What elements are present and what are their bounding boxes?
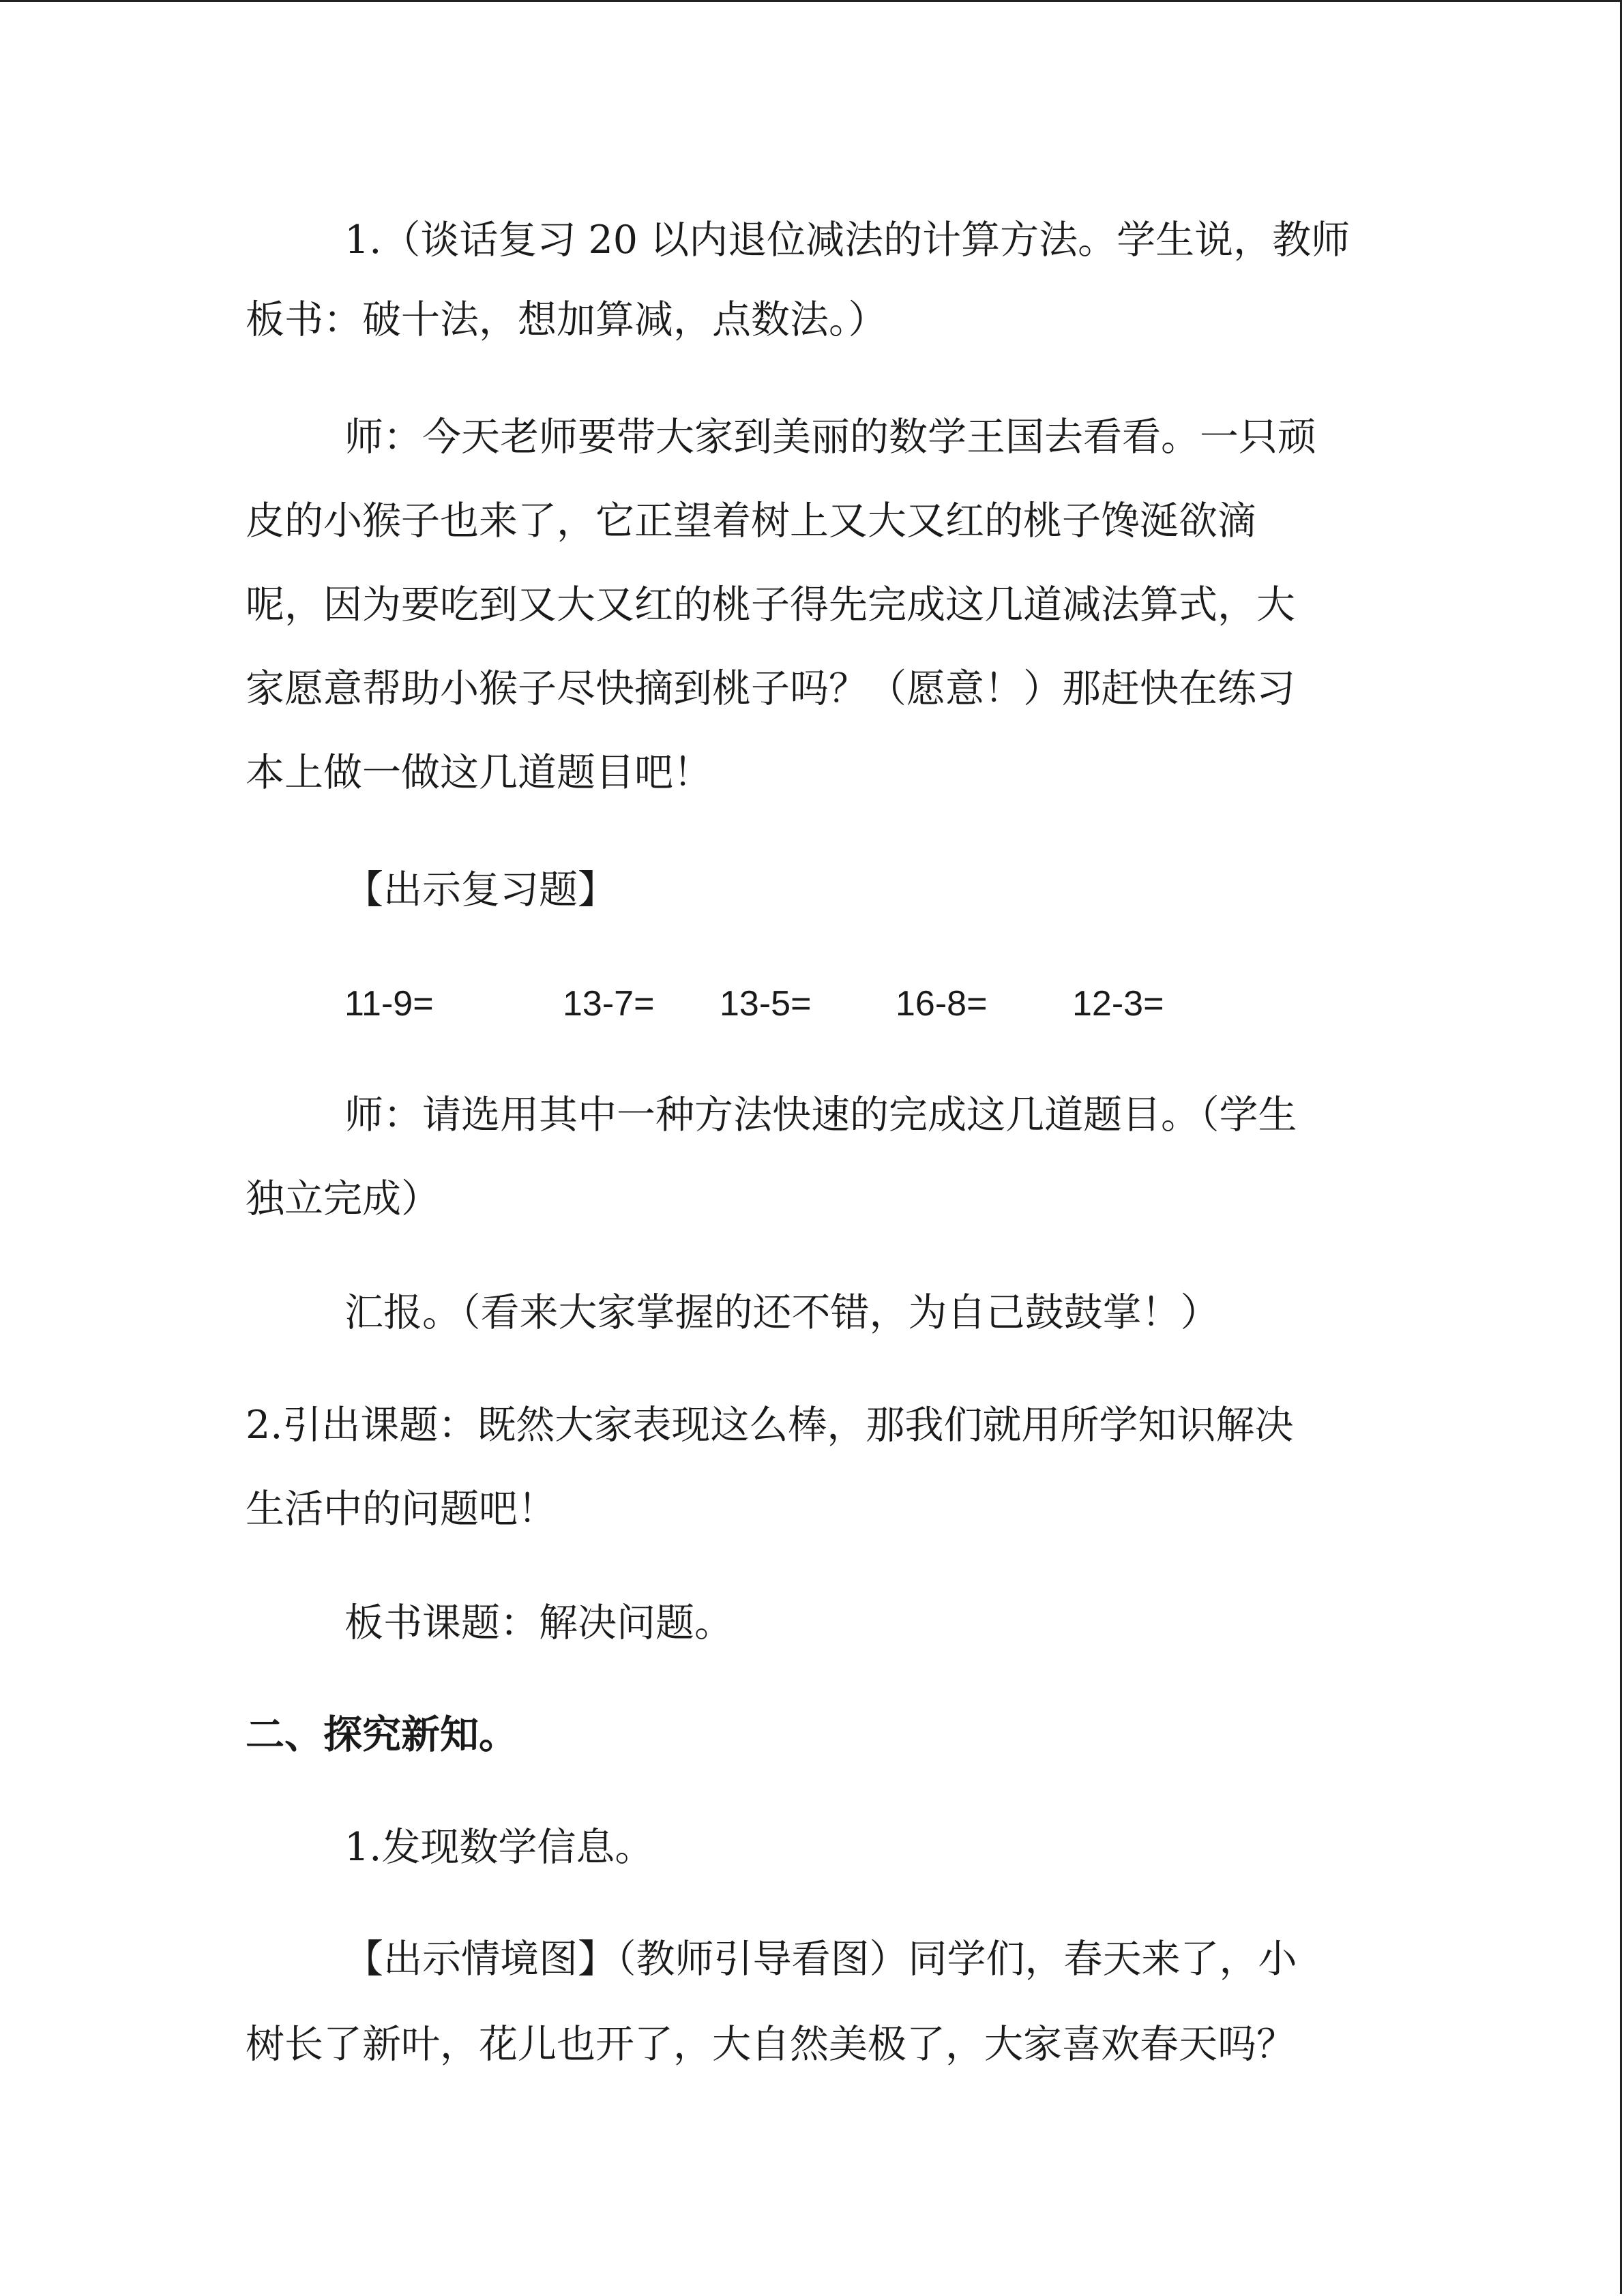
paragraph-line: 本上做一做这几道题目吧！	[246, 750, 712, 795]
exercise-expression: 12-3=	[1072, 984, 1164, 1024]
paragraph-line: 皮的小猴子也来了，它正望着树上又大又红的桃子馋涎欲滴	[246, 498, 1256, 543]
paragraph-line: 师：请选用其中一种方法快速的完成这几道题目。（学生	[344, 1092, 1297, 1137]
exercise-expression: 11-9=	[344, 984, 434, 1024]
subsection-heading: 1.发现数学信息。	[344, 1825, 654, 1870]
section-label: 【出示复习题】	[344, 867, 617, 912]
paragraph-line: 呢，因为要吃到又大又红的桃子得先完成这几道减法算式，大	[246, 582, 1295, 627]
paragraph-line: 家愿意帮助小猴子尽快摘到桃子吗？（愿意！）那赶快在练习	[246, 666, 1295, 711]
section-heading: 二、探究新知。	[246, 1712, 518, 1757]
exercise-expression: 13-7=	[563, 984, 655, 1024]
exercise-expression: 16-8=	[896, 984, 988, 1024]
paragraph-line: 2.引出课题：既然大家表现这么棒，那我们就用所学知识解决	[246, 1403, 1294, 1448]
paragraph-line: 生活中的问题吧！	[246, 1487, 557, 1532]
paragraph-line: 汇报。（看来大家掌握的还不错，为自己鼓鼓掌！）	[344, 1290, 1220, 1335]
paragraph-line: 1.（谈话复习 20 以内退位减法的计算方法。学生说，教师	[344, 218, 1350, 263]
paragraph-line: 【出示情境图】（教师引导看图）同学们，春天来了，小	[344, 1937, 1297, 1982]
paragraph-line: 树长了新叶，花儿也开了，大自然美极了，大家喜欢春天吗？	[246, 2022, 1295, 2067]
paragraph-line: 板书课题：解决问题。	[344, 1600, 733, 1645]
exercise-expression: 13-5=	[720, 984, 812, 1024]
paragraph-line: 板书：破十法，想加算减，点数法。）	[246, 297, 887, 342]
paragraph-line: 师：今天老师要带大家到美丽的数学王国去看看。一只顽	[344, 415, 1316, 460]
paragraph-line: 独立完成）	[246, 1176, 440, 1221]
